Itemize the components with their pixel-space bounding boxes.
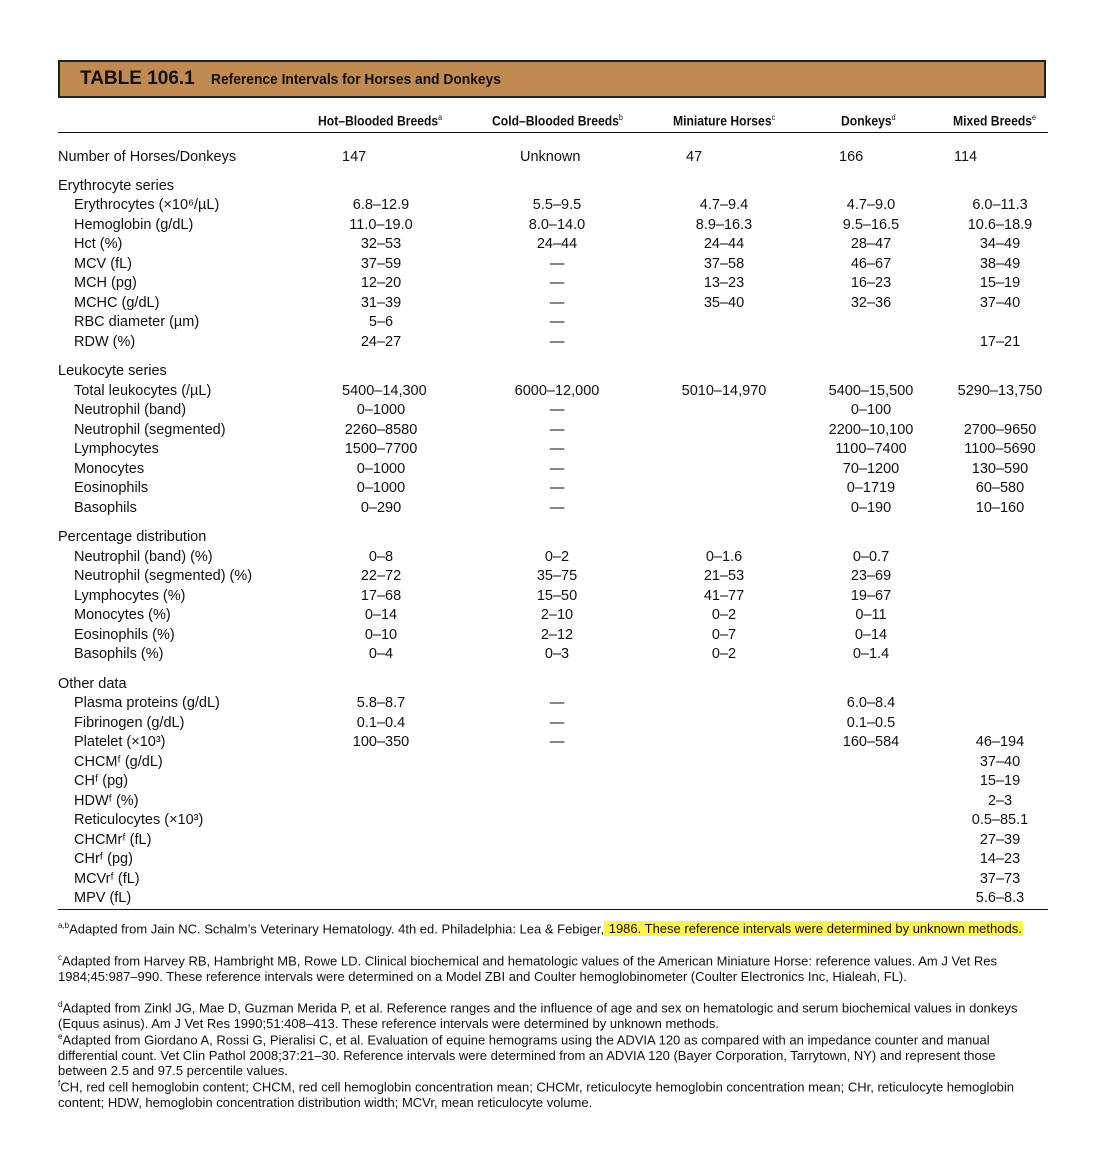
table-cell: 147 bbox=[342, 149, 367, 165]
table-row bbox=[0, 402, 1117, 422]
footnote-c: $^c$Adapted from Harvey RB, Hambright MB, Rowe LD. Clinical biochemical and hematologic values of the American Miniature Horse: reference values. Am J Vet Res 1984;45:987–990. These reference intervals were determined on a Model ZBI and Coulter hemoglobinometer (Coulter Electronics Inc, Hialeah, FL). bbox=[58, 953, 997, 984]
row-label: Leukocyte series bbox=[58, 363, 167, 379]
table-row bbox=[0, 197, 1117, 217]
row-label: HDWᶠ (%) bbox=[74, 792, 139, 809]
row-label: RDW (%) bbox=[74, 333, 136, 350]
table-cell: 5.8–8.7 bbox=[356, 695, 406, 711]
table-cell: 0–7 bbox=[711, 626, 737, 643]
table-cell: — bbox=[549, 421, 565, 438]
row-label: MCVrᶠ (fL) bbox=[74, 870, 140, 887]
table-cell: 130–590 bbox=[971, 460, 1029, 477]
table-cell: 37–58 bbox=[703, 255, 745, 272]
table-cell: 23–69 bbox=[850, 568, 892, 584]
table-row bbox=[0, 851, 1117, 871]
table-cell: 14–23 bbox=[979, 851, 1021, 867]
table-cell: 5010–14,970 bbox=[681, 382, 767, 399]
table-title-bar bbox=[58, 60, 1046, 98]
column-header-hot-blooded: Hot–Blooded Breeds$^a$ bbox=[318, 113, 443, 129]
table-cell: 0–2 bbox=[544, 548, 570, 565]
row-label: MCHC (g/dL) bbox=[74, 294, 160, 311]
column-header-donkeys: Donkeys$^d$ bbox=[841, 113, 896, 129]
table-cell: 37–40 bbox=[979, 753, 1021, 770]
table-cell: 15–50 bbox=[536, 587, 578, 604]
table-row bbox=[0, 236, 1117, 256]
table-cell: 19–67 bbox=[850, 587, 892, 604]
table-cell: 24–44 bbox=[536, 236, 578, 252]
footnote-d: $^d$Adapted from Zinkl JG, Mae D, Guzman Merida P, et al. Reference ranges and the influence of age and sex on hematologic and serum biochemical values in donkeys (Equus asinus). Am J Vet Res 1990;51:408–413. These reference intervals were determined by unknown methods. bbox=[58, 1000, 1018, 1031]
table-row bbox=[0, 441, 1117, 461]
table-cell: 0.1–0.5 bbox=[846, 714, 896, 731]
row-label: Number of Horses/Donkeys bbox=[58, 149, 237, 165]
table-row bbox=[0, 646, 1117, 666]
table-cell: 0–1000 bbox=[356, 460, 406, 477]
table-cell: — bbox=[549, 480, 565, 496]
table-cell: 13–23 bbox=[703, 275, 745, 291]
table-cell: 5400–15,500 bbox=[828, 382, 914, 399]
table-cell: — bbox=[549, 402, 565, 418]
table-cell: 17–21 bbox=[979, 333, 1021, 350]
table-cell: 6000–12,000 bbox=[514, 382, 600, 399]
table-cell: 0–1000 bbox=[356, 480, 406, 496]
table-cell: 46–67 bbox=[850, 255, 892, 272]
column-header-mixed: Mixed Breeds$^e$ bbox=[953, 113, 1037, 129]
row-label: Total leukocytes (/µL) bbox=[74, 382, 212, 399]
row-label: Neutrophil (band) (%) bbox=[74, 548, 213, 565]
table-row bbox=[0, 754, 1117, 774]
table-cell: 6.0–8.4 bbox=[846, 695, 896, 711]
table-cell: 1500–7700 bbox=[344, 441, 418, 457]
table-cell: 0–0.7 bbox=[852, 548, 890, 565]
table-cell: 10.6–18.9 bbox=[967, 216, 1033, 233]
table-row bbox=[0, 334, 1117, 354]
row-label: Monocytes bbox=[74, 460, 145, 477]
table-cell: 0–290 bbox=[360, 499, 402, 516]
table-cell: 70–1200 bbox=[842, 460, 900, 477]
table-cell: 0.5–85.1 bbox=[971, 812, 1029, 828]
row-label: MPV (fL) bbox=[74, 890, 132, 906]
table-cell: 0–3 bbox=[544, 646, 570, 662]
table-cell: 12–20 bbox=[360, 275, 402, 291]
table-row bbox=[0, 588, 1117, 608]
table-cell: 160–584 bbox=[842, 734, 900, 750]
table-cell: 114 bbox=[954, 149, 978, 165]
table-row bbox=[0, 832, 1117, 852]
table-row bbox=[0, 500, 1117, 520]
table-cell: 37–73 bbox=[979, 870, 1021, 887]
table-cell: 5290–13,750 bbox=[957, 382, 1043, 399]
table-cell: 8.9–16.3 bbox=[695, 216, 753, 233]
row-label: CHrᶠ (pg) bbox=[74, 851, 133, 867]
table-cell: 0–190 bbox=[850, 499, 892, 516]
row-label: Erythrocytes (×10⁶/µL) bbox=[74, 197, 220, 213]
row-label: Erythrocyte series bbox=[58, 177, 175, 194]
table-cell: 0–1719 bbox=[846, 480, 896, 496]
table-cell: 6.8–12.9 bbox=[352, 197, 410, 213]
table-cell: 0–8 bbox=[368, 548, 394, 565]
table-cell: 60–580 bbox=[975, 480, 1025, 496]
table-cell: 28–47 bbox=[850, 236, 892, 252]
row-label: MCH (pg) bbox=[74, 275, 137, 291]
table-section-row bbox=[0, 178, 1117, 198]
table-title: Reference Intervals for Horses and Donkeys bbox=[210, 70, 501, 88]
column-header-miniature: Miniature Horses$^c$ bbox=[673, 113, 776, 129]
table-cell: 2–12 bbox=[540, 626, 574, 643]
row-label: Basophils bbox=[74, 499, 137, 516]
table-section-row bbox=[0, 363, 1117, 383]
highlighted-text: 1986. These reference intervals were determined by unknown methods. bbox=[605, 921, 1022, 937]
table-row bbox=[0, 695, 1117, 715]
table-cell: 2200–10,100 bbox=[828, 421, 914, 438]
table-row bbox=[0, 422, 1117, 442]
table-cell: 8.0–14.0 bbox=[528, 216, 586, 233]
row-label: Fibrinogen (g/dL) bbox=[74, 714, 185, 731]
table-cell: 166 bbox=[839, 149, 864, 165]
table-cell: 38–49 bbox=[979, 255, 1021, 272]
table-number: TABLE 106.1 bbox=[80, 68, 195, 89]
table-cell: 35–75 bbox=[536, 568, 578, 584]
table-cell: 31–39 bbox=[360, 294, 402, 311]
table-cell: 0–2 bbox=[711, 607, 737, 623]
table-cell: 10–160 bbox=[975, 499, 1025, 516]
table-cell: 37–40 bbox=[979, 294, 1021, 311]
table-row bbox=[0, 275, 1117, 295]
table-cell: 5.6–8.3 bbox=[975, 890, 1025, 906]
row-label: CHCMᶠ (g/dL) bbox=[74, 753, 163, 770]
row-label: CHCMrᶠ (fL) bbox=[74, 831, 152, 848]
table-cell: 11.0–19.0 bbox=[349, 216, 413, 233]
table-cell: 0–14 bbox=[364, 607, 398, 623]
footnote-f: $^f$CH, red cell hemoglobin content; CHCM, red cell hemoglobin concentration mean; CHCMr, reticulocyte hemoglobin concentration mean; CHr, reticulocyte hemoglobin content; HDW, hemoglobin concentration distribution width; MCVr, mean reticulocyte volume. bbox=[58, 1079, 1015, 1110]
table-cell: — bbox=[549, 294, 565, 311]
row-label: Hemoglobin (g/dL) bbox=[74, 216, 194, 233]
footnote-e: $^e$Adapted from Giordano A, Rossi G, Pieralisi C, et al. Evaluation of equine hemograms using the ADVIA 120 as compared with an impedance counter and manual differential count. Vet Clin Pathol 2008;37:21–30. Reference intervals were determined from an ADVIA 120 (Bayer Corporation, Tarrytown, NY) and represent those between 2.5 and 97.5 percentile values. bbox=[58, 1032, 996, 1079]
table-row bbox=[0, 217, 1117, 237]
table-cell: 5.5–9.5 bbox=[532, 197, 582, 213]
row-label: Neutrophil (segmented) (%) bbox=[74, 568, 253, 584]
table-cell: 22–72 bbox=[360, 568, 402, 584]
table-cell: — bbox=[549, 499, 565, 516]
table-row bbox=[0, 549, 1117, 569]
row-label: Percentage distribution bbox=[58, 529, 207, 545]
table-cell: 0–100 bbox=[850, 402, 892, 418]
row-label: Plasma proteins (g/dL) bbox=[74, 695, 220, 711]
table-cell: 17–68 bbox=[360, 587, 402, 604]
table-row bbox=[0, 890, 1117, 910]
table-cell: 41–77 bbox=[703, 587, 745, 604]
table-cell: 0–1000 bbox=[356, 402, 406, 418]
table-row bbox=[0, 734, 1117, 754]
table-cell: 0–11 bbox=[855, 607, 887, 623]
table-row bbox=[0, 461, 1117, 481]
table-cell: 2260–8580 bbox=[344, 421, 418, 438]
table-cell: 1100–5690 bbox=[964, 441, 1036, 457]
table-row bbox=[0, 295, 1117, 315]
header-rule bbox=[58, 132, 1048, 133]
table-row bbox=[0, 383, 1117, 403]
table-row bbox=[0, 715, 1117, 735]
table-cell: — bbox=[549, 460, 565, 477]
table-row bbox=[0, 480, 1117, 500]
table-cell: 5400–14,300 bbox=[342, 382, 427, 399]
table-section-row bbox=[0, 149, 1117, 169]
table-row bbox=[0, 812, 1117, 832]
table-cell: 37–59 bbox=[360, 255, 402, 272]
table-cell: 15–19 bbox=[979, 275, 1021, 291]
table-cell: — bbox=[549, 441, 565, 457]
table-cell: 0–1.6 bbox=[705, 548, 743, 565]
row-label: Neutrophil (band) bbox=[74, 402, 187, 418]
table-cell: — bbox=[549, 255, 565, 272]
table-cell: — bbox=[549, 333, 565, 350]
row-label: Basophils (%) bbox=[74, 646, 164, 662]
table-row bbox=[0, 568, 1117, 588]
row-label: MCV (fL) bbox=[74, 255, 132, 272]
table-row bbox=[0, 773, 1117, 793]
row-label: Other data bbox=[58, 675, 127, 692]
table-bottom-rule bbox=[58, 909, 1048, 910]
table-cell: 35–40 bbox=[703, 294, 745, 311]
row-label: Eosinophils bbox=[74, 480, 149, 496]
table-cell: 16–23 bbox=[850, 275, 892, 291]
table-cell: 32–36 bbox=[850, 294, 892, 311]
table-cell: Unknown bbox=[520, 149, 581, 165]
table-row bbox=[0, 871, 1117, 891]
row-label: Lymphocytes bbox=[74, 441, 159, 457]
table-cell: 5–6 bbox=[368, 314, 394, 330]
table-row bbox=[0, 314, 1117, 334]
table-cell: 0–1.4 bbox=[852, 646, 890, 662]
table-cell: 0–2 bbox=[711, 646, 737, 662]
table-cell: 1100–7400 bbox=[835, 441, 907, 457]
table-cell: 2700–9650 bbox=[963, 421, 1037, 438]
row-label: Lymphocytes (%) bbox=[74, 587, 186, 604]
table-cell: — bbox=[549, 714, 565, 731]
table-row bbox=[0, 256, 1117, 276]
table-cell: 27–39 bbox=[979, 831, 1021, 848]
table-cell: 2–10 bbox=[540, 607, 574, 623]
row-label: Neutrophil (segmented) bbox=[74, 421, 226, 438]
table-cell: 15–19 bbox=[979, 773, 1021, 789]
table-cell: 24–27 bbox=[360, 333, 402, 350]
row-label: Eosinophils (%) bbox=[74, 626, 175, 643]
table-row bbox=[0, 627, 1117, 647]
row-label: RBC diameter (µm) bbox=[74, 314, 200, 330]
table-row bbox=[0, 793, 1117, 813]
table-cell: 21–53 bbox=[703, 568, 745, 584]
column-header-cold-blooded: Cold–Blooded Breeds$^b$ bbox=[492, 113, 623, 129]
table-cell: — bbox=[549, 275, 565, 291]
row-label: CHᶠ (pg) bbox=[74, 773, 129, 789]
table-cell: 24–44 bbox=[703, 236, 745, 252]
table-cell: 34–49 bbox=[979, 236, 1021, 252]
table-cell: 0–4 bbox=[368, 646, 394, 662]
table-cell: 9.5–16.5 bbox=[842, 216, 900, 233]
table-row bbox=[0, 607, 1117, 627]
footnote-ab: $^{a,b}$Adapted from Jain NC. Schalm’s Veterinary Hematology. 4th ed. Philadelphia: Lea & Febiger, 1986. These reference intervals were determined by unknown methods. bbox=[58, 921, 1022, 937]
table-cell: 4.7–9.0 bbox=[846, 197, 896, 213]
table-cell: — bbox=[549, 314, 565, 330]
row-label: Platelet (×10³) bbox=[74, 734, 166, 750]
table-cell: 46–194 bbox=[975, 734, 1025, 750]
table-cell: — bbox=[549, 695, 565, 711]
table-cell: — bbox=[549, 734, 565, 750]
table-cell: 0.1–0.4 bbox=[356, 714, 406, 731]
table-cell: 4.7–9.4 bbox=[699, 197, 749, 213]
row-label: Monocytes (%) bbox=[74, 607, 171, 623]
table-cell: 0–10 bbox=[364, 626, 398, 643]
table-cell: 0–14 bbox=[854, 626, 888, 643]
row-label: Hct (%) bbox=[74, 236, 123, 252]
table-cell: 100–350 bbox=[352, 734, 410, 750]
table-cell: 6.0–11.3 bbox=[972, 197, 1028, 213]
table-section-row bbox=[0, 529, 1117, 549]
table-cell: 2–3 bbox=[987, 792, 1013, 809]
table-section-row bbox=[0, 676, 1117, 696]
table-cell: 32–53 bbox=[360, 236, 402, 252]
row-label: Reticulocytes (×10³) bbox=[74, 812, 204, 828]
table-cell: 47 bbox=[686, 149, 703, 165]
